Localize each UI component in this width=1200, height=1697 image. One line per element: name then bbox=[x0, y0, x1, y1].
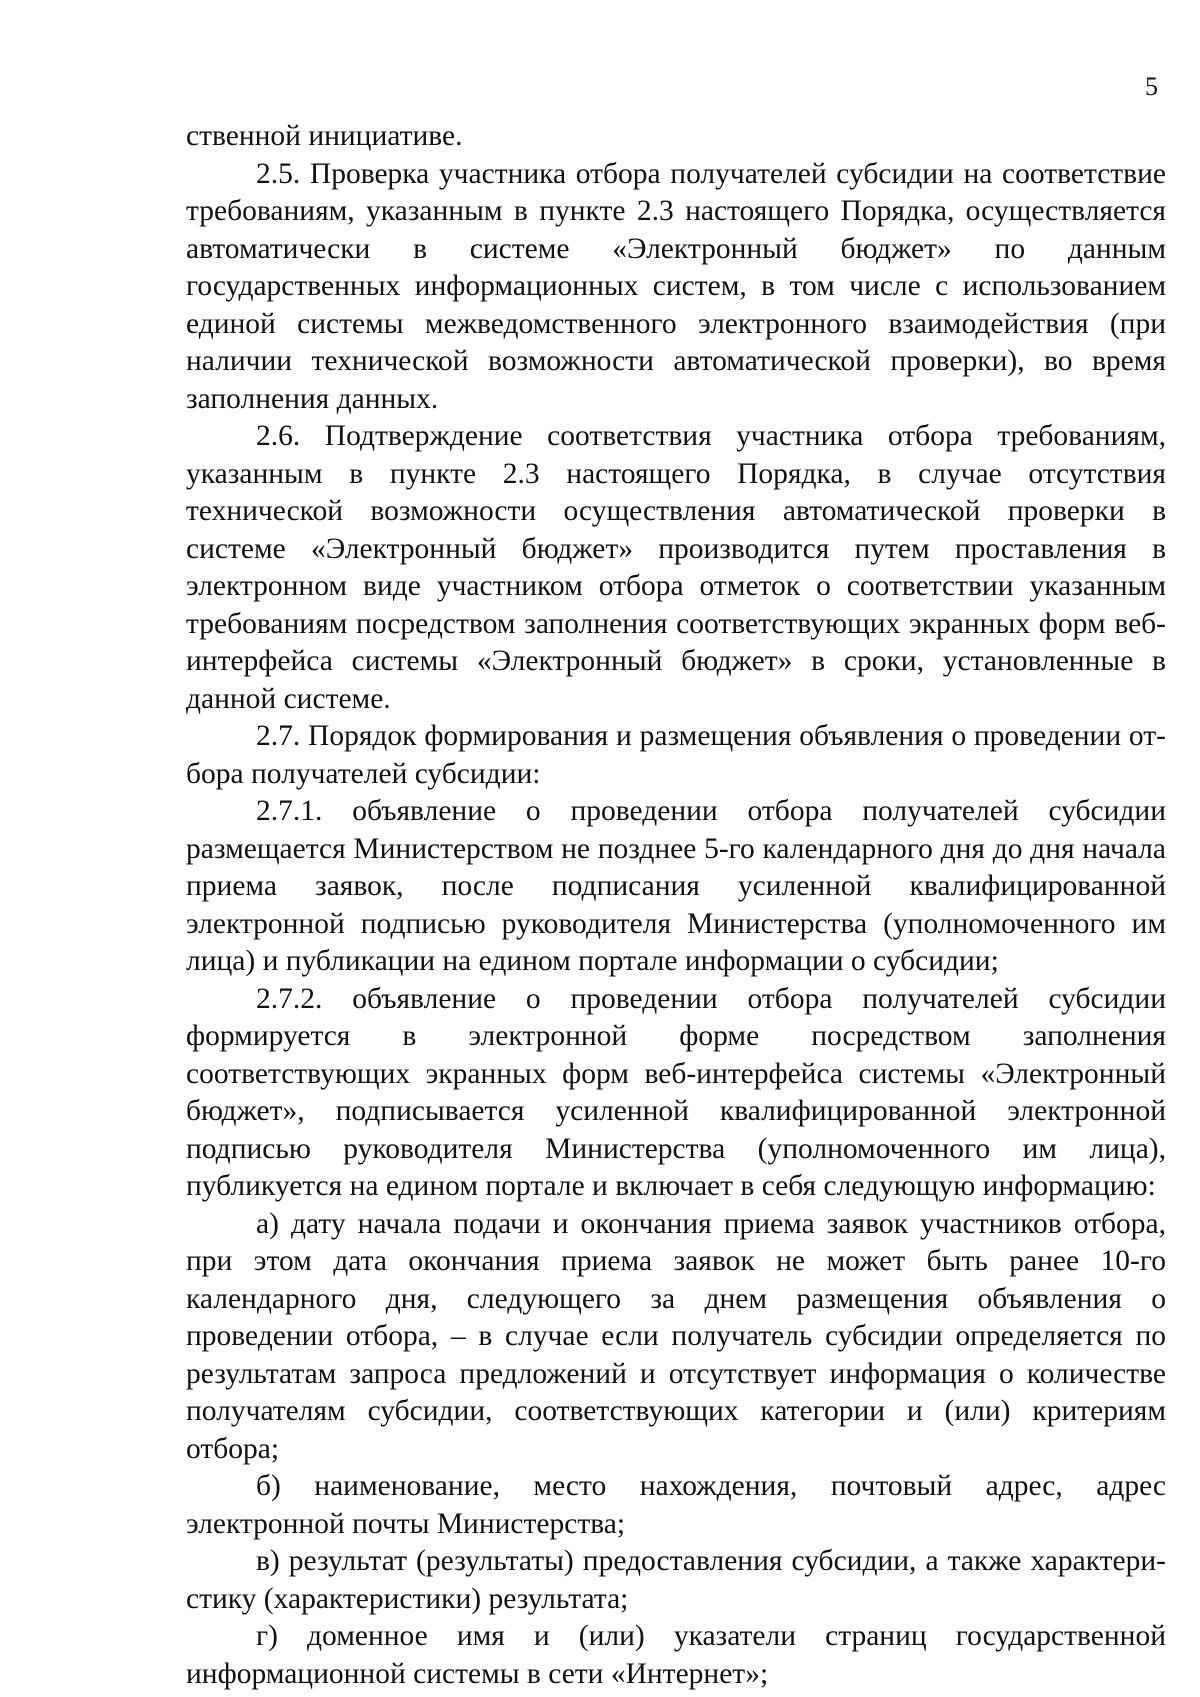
list-item-g: г) доменное имя и (или) указатели страниц государственной информационной системы в сети «Интернет»; bbox=[186, 1620, 1166, 1690]
paragraph-2-7: 2.7. Порядок формирования и размещения объявления о проведении отбора получателей субсидии: bbox=[186, 720, 1166, 790]
paragraph-2-7-1: 2.7.1. объявление о проведении отбора получателей субсидии размещается Министерством не позднее 5-го календарного дня до дня начала приема заявок, после подписания усиленной квалифицированной электронной подписью руководителя Министерства (уполномоченного им лица) и публикации на едином портале информации о субсидии; bbox=[186, 795, 1166, 977]
paragraph-2-5: 2.5. Проверка участника отбора получателей субсидии на соответствие требованиям, указанным в пункте 2.3 настоящего Порядка, осуществляется автоматически в системе «Электронный бюджет» по данным государственных информационных систем, в том числе с использованием единой системы межведомственного электронного взаимодействия (при наличии технической возможности автоматической проверки), во время заполнения данных. bbox=[186, 157, 1166, 415]
paragraph-2-6: 2.6. Подтверждение соответствия участника отбора требованиям, указанным в пункте 2.3 настоящего Порядка, в случае отсутствия технической возможности осуществления автоматической проверки в системе «Электронный бюджет» производится путем проставления в электронном виде участником отбора отметок о соответствии указанным требованиям посредством заполнения соответствующих экранных форм веб-интерфейса системы «Электронный бюджет» в сроки, установленные в данной системе. bbox=[186, 420, 1166, 715]
document-body bbox=[186, 118, 1166, 1693]
list-item-v: в) результат (результаты) предоставления субсидии, а также характеристику (характеристики) результата; bbox=[186, 1545, 1166, 1615]
page-number: 5 bbox=[1145, 72, 1158, 101]
paragraph-continuation: ственной инициативе. bbox=[186, 120, 463, 152]
paragraph-2-7-2: 2.7.2. объявление о проведении отбора получателей субсидии формируется в электронной форме посредством заполнения соответствующих экранных форм веб-интерфейса системы «Электронный бюджет», подписывается усиленной квалифицированной электронной подписью руководителя Министерства (уполномоченного им лица), публикуется на едином портале и включает в себя следующую информацию: bbox=[186, 982, 1166, 1202]
list-item-a: а) дату начала подачи и окончания приема заявок участников отбора, при этом дата окончания приема заявок не может быть ранее 10-го календарного дня, следующего за днем размещения объявления о проведении отбора, – в случае если получатель субсидии определяется по результатам запроса предложений и отсутствует информация о количестве получателям субсидии, соответствующих категории и (или) критериям отбора; bbox=[186, 1207, 1166, 1465]
list-item-b: б) наименование, место нахождения, почтовый адрес, адрес электронной почты Министерства; bbox=[186, 1470, 1166, 1540]
